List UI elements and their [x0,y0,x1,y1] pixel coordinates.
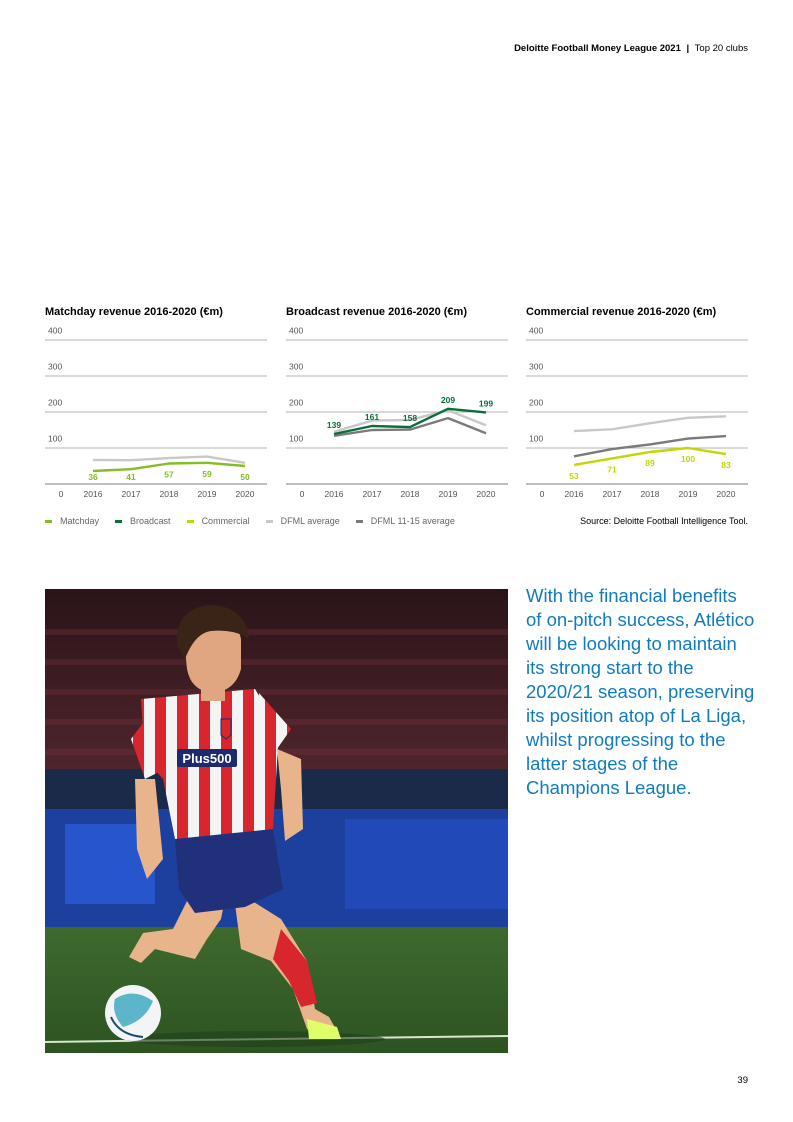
y-tick-label: 300 [289,361,304,372]
chart-plot [286,325,508,502]
data-label: 59 [202,468,212,479]
page-number: 39 [737,1075,748,1086]
matchday-revenue-chart [45,306,267,506]
report-title: Deloitte Football Money League 2021 [514,43,681,54]
pull-quote: With the financial benefits of on-pitch success, Atlético will be looking to maintain its strong start to the 2020/21 season, preserving its position atop of La Liga, whilst progressing to the latter stages of the Champions League. [526,585,755,798]
y-tick-label: 100 [289,433,304,444]
y-tick-label: 400 [529,325,544,336]
y-tick-label: 200 [48,397,63,408]
x-tick-label: 2019 [197,489,217,499]
x-tick-label: 2018 [640,489,660,499]
legend-item-commercial [187,516,250,526]
data-label: 100 [680,454,696,464]
x-tick-label: 2020 [716,489,736,499]
legend-item-matchday [45,516,99,526]
data-label: 41 [126,472,136,482]
header-separator: | [686,43,690,54]
chart-plot [526,325,748,502]
legend-swatch [356,520,363,523]
legend-label: DFML average [280,516,340,526]
page-header [514,43,748,54]
legend-label: Broadcast [130,516,171,526]
x-tick-label: 2018 [400,489,420,499]
legend-label: Commercial [201,516,250,526]
legend-swatch [266,520,273,523]
x-tick-label: 2017 [121,489,141,499]
data-label: 50 [240,472,250,482]
legend-swatch [115,520,122,523]
x-tick-label: 2019 [438,489,458,499]
data-label: 36 [88,472,98,482]
data-label: 71 [607,464,617,475]
origin-label: 0 [58,489,64,499]
data-label: 158 [402,413,418,424]
y-tick-label: 400 [289,325,304,336]
x-tick-label: 2017 [362,489,382,499]
legend-swatch [187,520,194,523]
shirt-sponsor: Plus500 [182,751,232,766]
legend-item-dfml-average [266,516,340,526]
section-title: Top 20 clubs [694,43,748,54]
chart-plot [45,325,267,502]
series-line [93,457,245,463]
y-tick-label: 300 [529,361,544,372]
legend-label: Matchday [60,516,100,526]
x-tick-label: 2016 [83,489,103,499]
x-tick-label: 2016 [564,489,584,499]
x-tick-label: 2017 [602,489,622,499]
advertising-board-top [45,769,508,809]
y-tick-label: 300 [48,361,63,372]
player-illustration [45,589,508,1053]
x-tick-label: 2019 [678,489,698,499]
chart-title: Matchday revenue 2016-2020 (€m) [45,306,223,318]
x-tick-label: 2020 [235,489,255,499]
origin-label: 0 [299,489,305,499]
commercial-revenue-chart [526,306,748,506]
series-line [574,416,726,431]
football [105,985,161,1041]
legend-item-broadcast [115,516,171,526]
data-label: 209 [440,394,456,405]
data-label: 89 [645,457,655,468]
y-tick-label: 200 [289,397,304,408]
y-tick-label: 200 [529,397,544,408]
broadcast-revenue-chart [286,306,508,506]
chart-title: Broadcast revenue 2016-2020 (€m) [286,306,467,318]
series-line [574,436,726,456]
data-label: 139 [326,419,342,430]
chart-title: Commercial revenue 2016-2020 (€m) [526,306,717,318]
legend-item-dfml-11-15-average [356,516,455,526]
player-photo [45,589,508,1053]
x-tick-label: 2018 [159,489,179,499]
data-label: 161 [364,412,380,423]
y-tick-label: 400 [48,325,63,336]
x-tick-label: 2016 [324,489,344,499]
data-label: 57 [164,469,174,480]
legend-swatch [45,520,52,523]
origin-label: 0 [539,489,545,499]
data-label: 83 [721,460,731,471]
legend-label: DFML 11-15 average [370,516,455,526]
y-tick-label: 100 [529,433,544,444]
data-label: 199 [478,398,494,409]
source-note: Source: Deloitte Football Intelligence Tool. [580,516,748,526]
chart-legend [45,516,455,526]
y-tick-label: 100 [48,433,63,444]
data-label: 53 [569,470,579,481]
x-tick-label: 2020 [476,489,496,499]
